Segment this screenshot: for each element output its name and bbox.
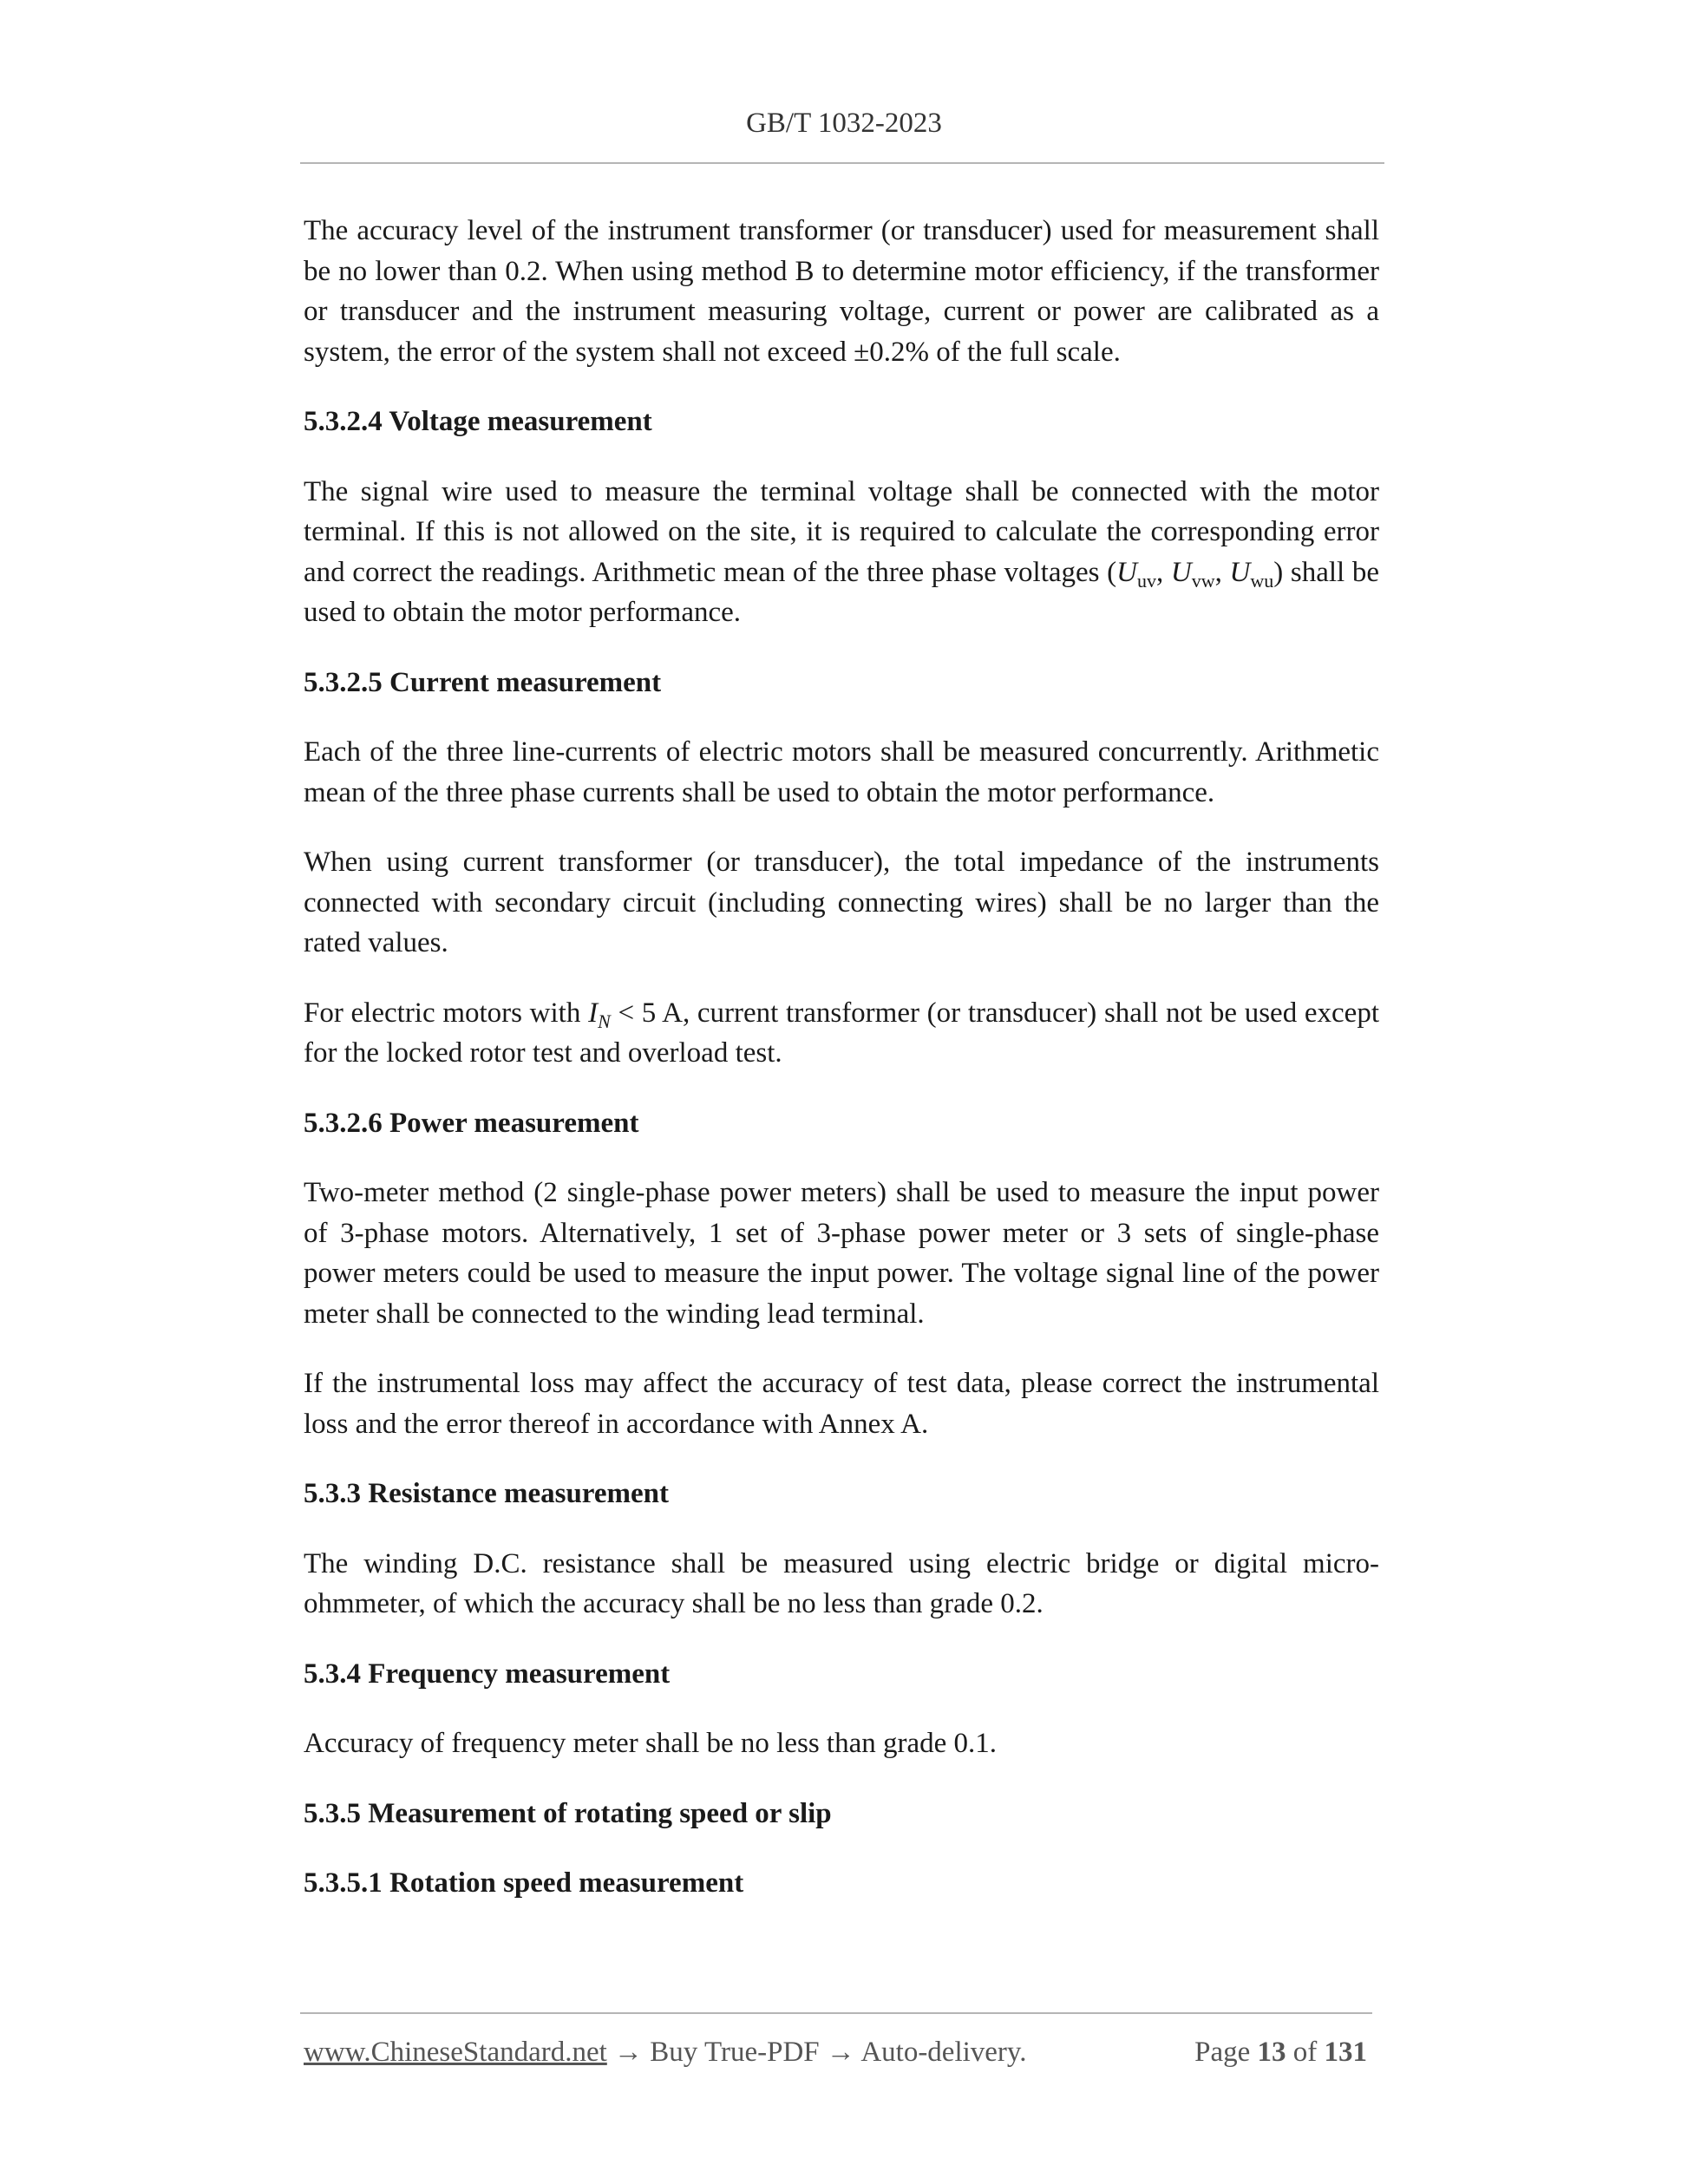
page-body [304, 211, 1379, 1933]
paragraph-voltage-measurement [304, 472, 1379, 633]
rated-current-text-end: < 5 A, current transformer (or transducer) shall not be used except for the locked rotor test and overload test. [304, 997, 1379, 1069]
symbol-i: I [588, 997, 599, 1029]
subscript-wu: wu [1250, 569, 1274, 592]
heading-5-3-2-4: 5.3.2.4 Voltage measurement [304, 406, 652, 437]
arrow-icon: → [614, 2037, 644, 2068]
paragraph-two-meter-method: Two-meter method (2 single-phase power meters) shall be used to measure the input power of 3-phase motors. Alternatively, 1 set of 3-phase power meter or 3 sets of single-phase power meters could be used to measure the input power. The voltage signal line of the power meter shall be connected to the winding lead terminal. [304, 1177, 1379, 1330]
of-label: of [1292, 2037, 1318, 2068]
rated-current-text-start: For electric motors with [304, 997, 589, 1029]
site-link[interactable]: www.ChineseStandard.net [304, 2037, 607, 2068]
subscript-vw: vw [1191, 569, 1215, 592]
header-divider [300, 162, 1384, 164]
page-number: 13 [1257, 2037, 1286, 2068]
paragraph-frequency: Accuracy of frequency meter shall be no less than grade 0.1. [304, 1728, 998, 1759]
symbol-u: U [1170, 556, 1192, 588]
paragraph-line-currents: Each of the three line-currents of electric motors shall be measured concurrently. Arithmetic mean of the three phase currents shall be used to obtain the motor performance. [304, 736, 1379, 808]
paragraph-resistance: The winding D.C. resistance shall be measured using electric bridge or digital micro-ohmmeter, of which the accuracy shall be no less than grade 0.2. [304, 1547, 1379, 1619]
separator: , [1214, 556, 1230, 588]
subscript-uv: uv [1136, 569, 1156, 592]
page-footer [304, 2032, 1372, 2072]
separator: , [1155, 556, 1171, 588]
heading-5-3-4: 5.3.4 Frequency measurement [304, 1658, 671, 1690]
footer-divider [300, 2012, 1372, 2014]
auto-delivery-text: Auto-delivery. [860, 2037, 1027, 2068]
page-indicator [1194, 2032, 1367, 2072]
heading-5-3-2-5: 5.3.2.5 Current measurement [304, 666, 662, 698]
running-header: GB/T 1032-2023 [746, 108, 942, 139]
arrow-icon: → [826, 2037, 855, 2068]
paragraph-accuracy-level: The accuracy level of the instrument transformer (or transducer) used for measurement shall be no lower than 0.2. When using method B to determine motor efficiency, if the transformer or transducer and the instrument measuring voltage, current or power are calibrated as a system, the error of the system shall not exceed ±0.2% of the full scale. [304, 215, 1379, 368]
buy-pdf-text: Buy True-PDF [650, 2037, 820, 2068]
paragraph-current-transformer: When using current transformer (or transducer), the total impedance of the instruments connected with secondary circuit (including connecting wires) shall be no larger than the rated values. [304, 847, 1379, 958]
paragraph-instrumental-loss: If the instrumental loss may affect the accuracy of test data, please correct the instrumental loss and the error thereof in accordance with Annex A. [304, 1368, 1379, 1440]
page-total: 131 [1324, 2037, 1367, 2068]
heading-5-3-5: 5.3.5 Measurement of rotating speed or slip [304, 1797, 832, 1829]
voltage-text-start: The signal wire used to measure the terminal voltage shall be connected with the motor terminal. If this is not allowed on the site, it is required to calculate the corresponding error and correct the readings. Arithmetic mean of the three phase voltages ( [304, 475, 1379, 588]
page-label: Page [1194, 2037, 1251, 2068]
heading-5-3-2-6: 5.3.2.6 Power measurement [304, 1107, 639, 1139]
subscript-n: N [598, 1010, 611, 1032]
paragraph-rated-current [304, 993, 1379, 1074]
symbol-u: U [1116, 556, 1137, 588]
voltage-text-end: ) shall be used to obtain the motor performance. [304, 556, 1380, 628]
heading-5-3-5-1: 5.3.5.1 Rotation speed measurement [304, 1867, 744, 1899]
symbol-u: U [1229, 556, 1251, 588]
heading-5-3-3: 5.3.3 Resistance measurement [304, 1478, 669, 1509]
